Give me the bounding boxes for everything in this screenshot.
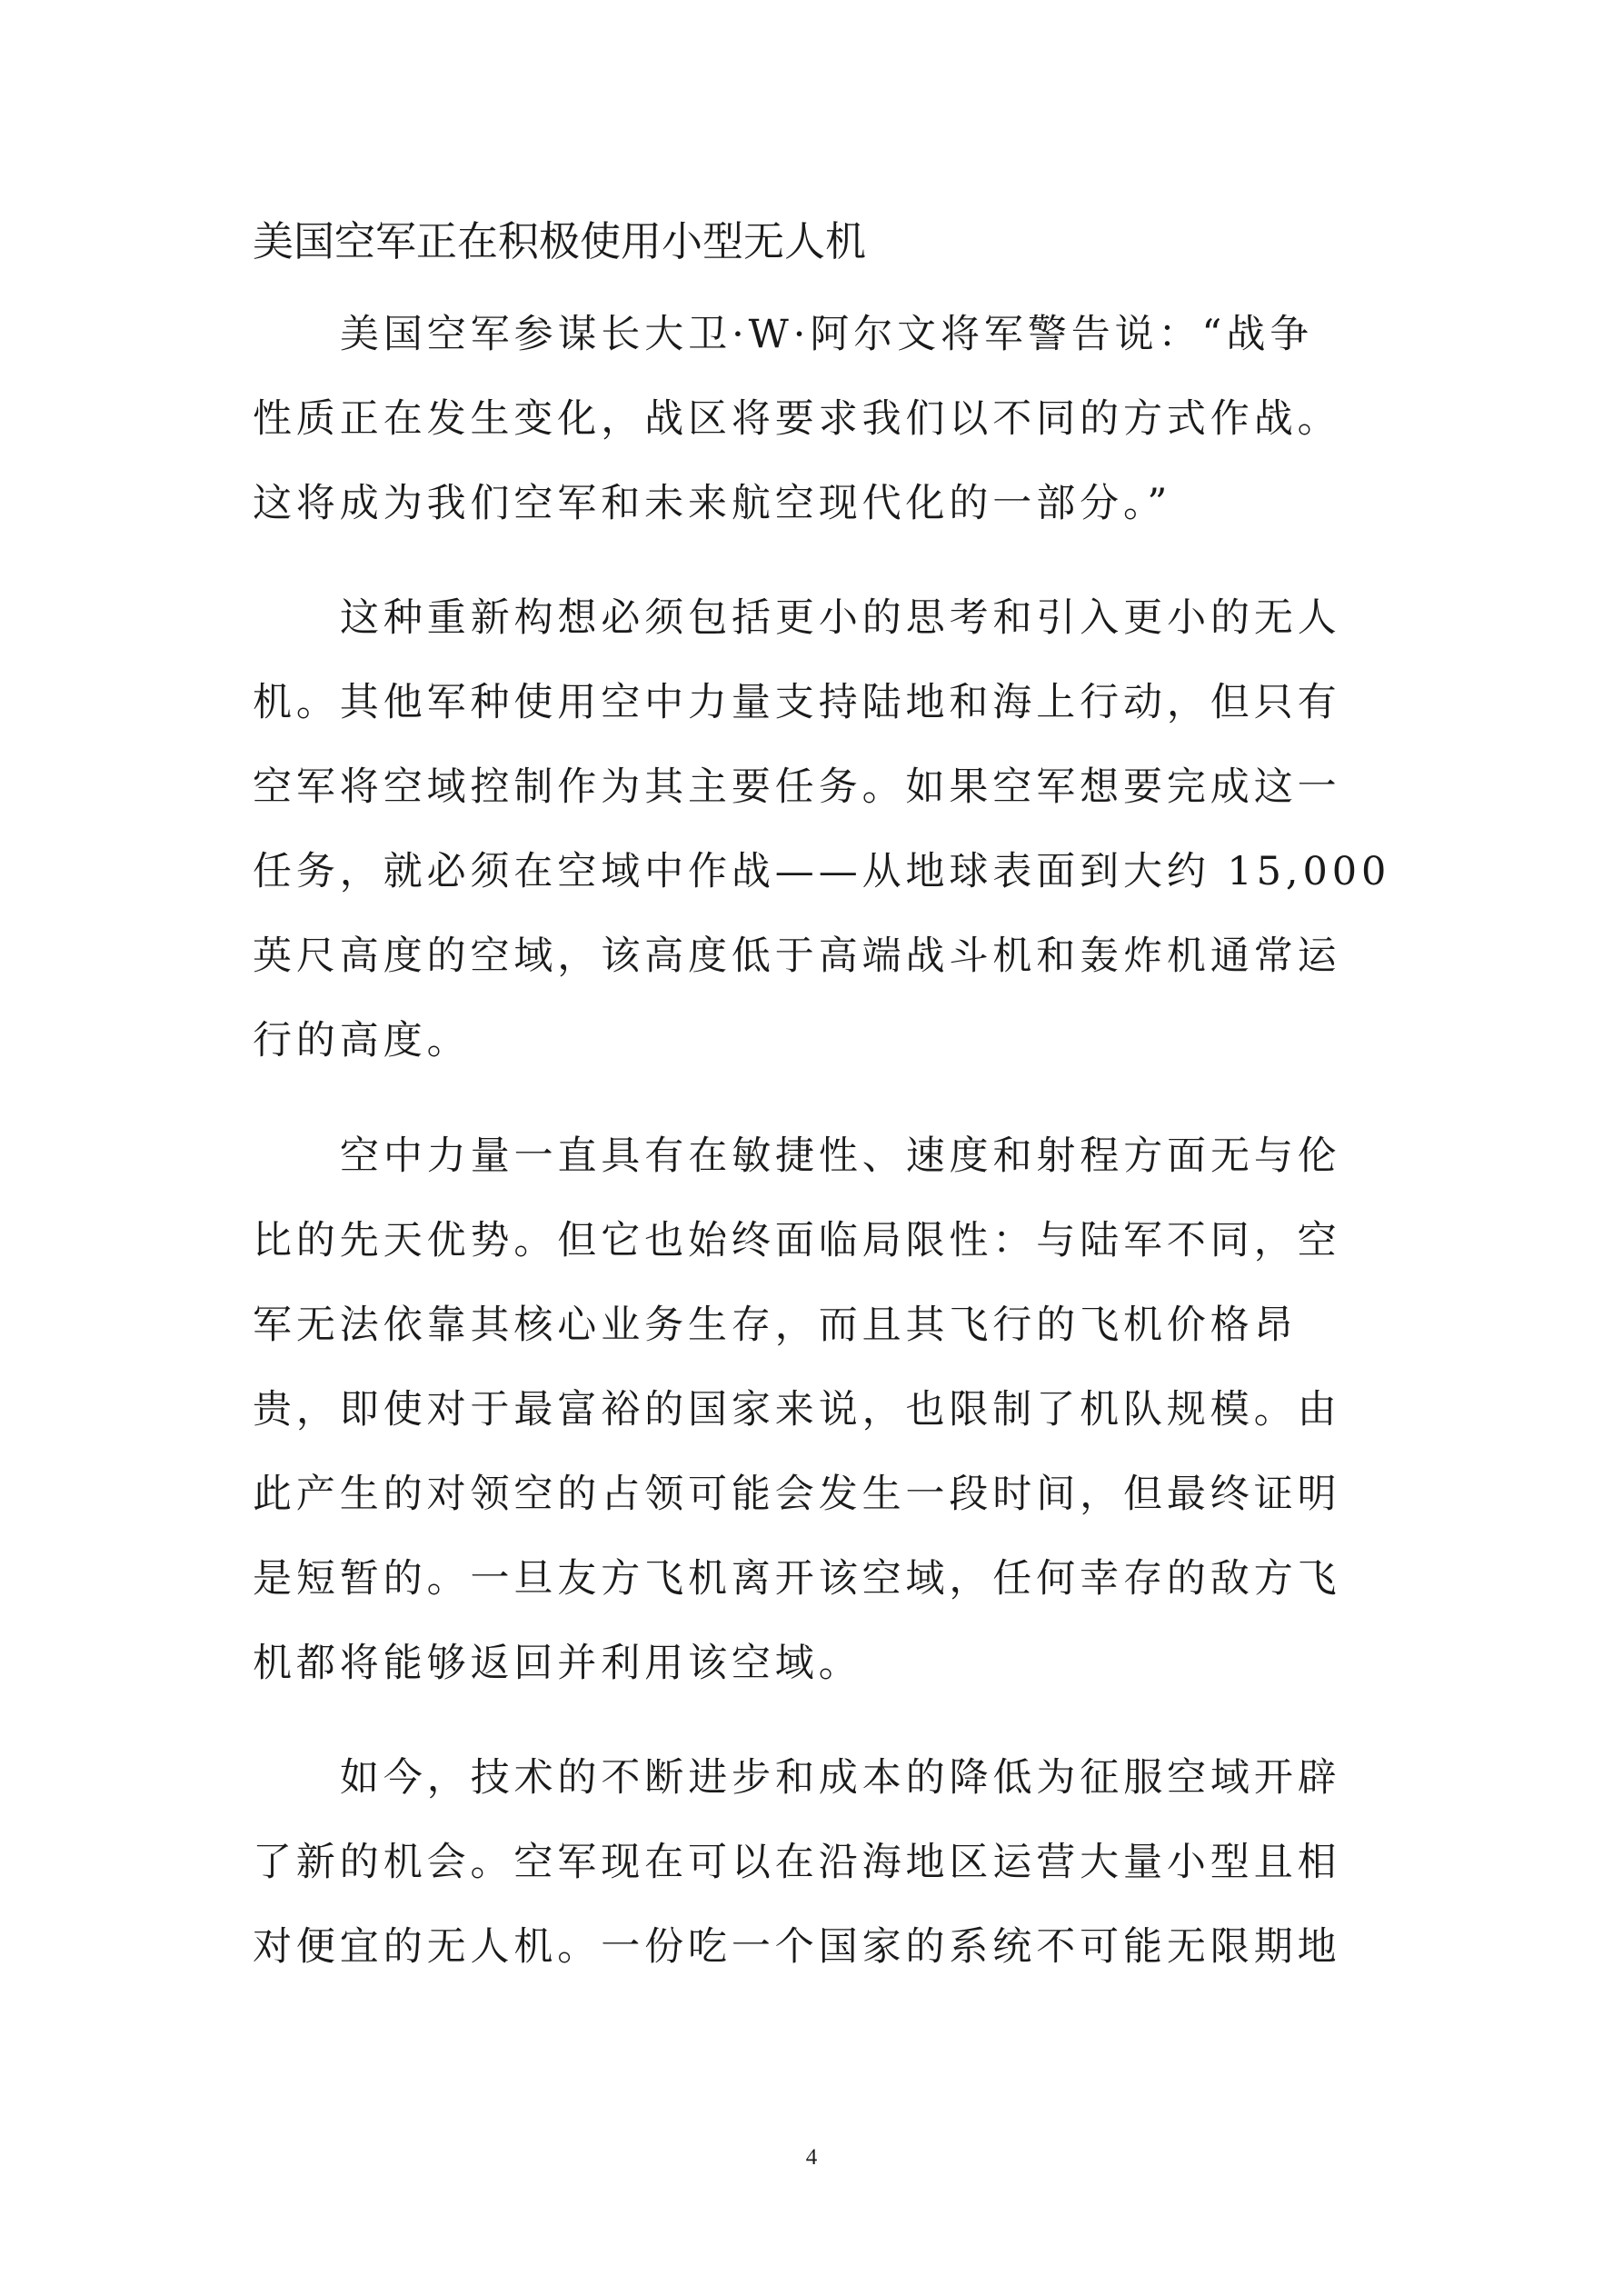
paragraph-line: 空军将空域控制作为其主要任务。如果空军想要完成这一 bbox=[253, 764, 1341, 810]
paragraph-line: 机都将能够返回并利用该空域。 bbox=[253, 1641, 862, 1686]
paragraph-line: 任务，就必须在空域中作战——从地球表面到大约 15,000 bbox=[253, 849, 1391, 894]
paragraph-line: 美国空军参谋长大卫·W·阿尔文将军警告说：“战争 bbox=[340, 312, 1314, 357]
paragraph-2 bbox=[253, 576, 1391, 1083]
paragraph-line: 机。其他军种使用空中力量支持陆地和海上行动，但只有 bbox=[253, 680, 1341, 725]
paragraph-line: 比的先天优势。但它也始终面临局限性：与陆军不同，空 bbox=[253, 1218, 1341, 1263]
paragraph-line: 行的高度。 bbox=[253, 1018, 471, 1063]
paragraph-1 bbox=[253, 293, 1379, 546]
paragraph-line: 这将成为我们空军和未来航空现代化的一部分。” bbox=[253, 481, 1172, 526]
paragraph-line: 了新的机会。空军现在可以在沿海地区运营大量小型且相 bbox=[253, 1840, 1341, 1885]
paragraph-3 bbox=[253, 1114, 1379, 1706]
paragraph-line: 空中力量一直具有在敏捷性、速度和射程方面无与伦 bbox=[340, 1133, 1341, 1179]
paragraph-line: 是短暂的。一旦友方飞机离开该空域，任何幸存的敌方飞 bbox=[253, 1556, 1341, 1602]
paragraph-4 bbox=[253, 1736, 1379, 1990]
paragraph-line: 如今，技术的不断进步和成本的降低为征服空域开辟 bbox=[340, 1755, 1341, 1801]
article-title: 美国空军正在积极使用小型无人机 bbox=[253, 217, 867, 265]
paragraph-line: 英尺高度的空域，该高度低于高端战斗机和轰炸机通常运 bbox=[253, 933, 1341, 979]
paragraph-line: 军无法依靠其核心业务生存，而且其飞行的飞机价格昂 bbox=[253, 1303, 1298, 1348]
paragraph-line: 此产生的对领空的占领可能会发生一段时间，但最终证明 bbox=[253, 1472, 1341, 1517]
paragraph-line: 性质正在发生变化，战区将要求我们以不同的方式作战。 bbox=[253, 396, 1341, 442]
paragraph-line: 贵，即使对于最富裕的国家来说，也限制了机队规模。由 bbox=[253, 1387, 1341, 1433]
paragraph-line: 这种重新构想必须包括更小的思考和引入更小的无人 bbox=[340, 595, 1341, 641]
page-number: 4 bbox=[805, 2145, 818, 2170]
paragraph-line: 对便宜的无人机。一份吃一个国家的系统不可能无限期地 bbox=[253, 1924, 1341, 1970]
